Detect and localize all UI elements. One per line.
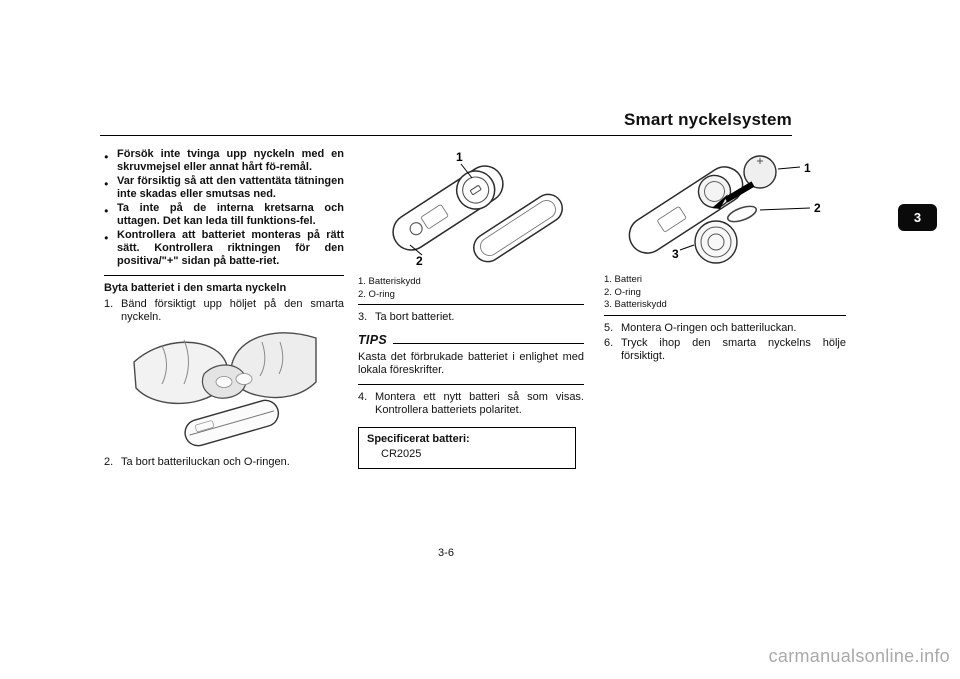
page-title: Smart nyckelsystem <box>623 110 792 129</box>
step-4 <box>358 391 584 417</box>
tips-end-divider <box>358 384 584 385</box>
step-number: 5. <box>604 321 614 334</box>
step-number: 6. <box>604 336 614 349</box>
figure-key-cover-removal <box>360 148 582 270</box>
figure-battery-install <box>608 148 843 268</box>
figure-caption: 1. Batteriskydd <box>358 276 421 287</box>
step-number: 1. <box>104 298 114 310</box>
warnings-column <box>104 148 344 471</box>
caption-divider <box>604 315 846 316</box>
battery-removal-column <box>358 148 584 469</box>
step-text: Ta bort batteriet. <box>375 311 455 323</box>
tips-label: TIPS <box>358 333 387 347</box>
step-text: Tryck ihop den smarta nyckelns hölje försiktigt. <box>621 336 846 362</box>
spec-value: CR2025 <box>381 448 422 460</box>
tips-heading <box>358 334 584 347</box>
warning-text: Var försiktig så att den vattentäta tätningen inte skadas eller smutsas ned. <box>117 175 344 200</box>
step-6 <box>604 337 846 363</box>
page-number: 3-6 <box>438 547 454 559</box>
step-2 <box>104 456 344 469</box>
step-text: Montera O-ringen och batteriluckan. <box>621 321 797 334</box>
figure-captions <box>604 274 846 312</box>
figure-caption: 2. O-ring <box>604 286 641 298</box>
o-ring-shape <box>725 203 757 225</box>
chapter-tab: 3 <box>898 204 937 231</box>
section-divider <box>104 275 344 276</box>
figure-label-2: 2 <box>416 254 423 268</box>
step-text: Bänd försiktigt upp höljet på den smarta nyckeln. <box>121 298 344 323</box>
warning-item <box>104 202 344 228</box>
warning-text: Ta inte på de interna kretsarna och uttagen. Det kan leda till funktions-fel. <box>117 202 344 227</box>
key-fob-shape <box>182 397 281 448</box>
tips-body: Kasta det förbrukade batteriet i enlighet med lokala föreskrifter. <box>358 351 584 376</box>
battery-spec-box <box>358 427 576 469</box>
step-number: 3. <box>358 311 368 323</box>
figure-label-2: 2 <box>813 201 821 215</box>
tips-rule <box>393 343 584 344</box>
header-rule <box>100 135 792 136</box>
step-number: 2. <box>104 456 114 468</box>
step-text: Ta bort batteriluckan och O-ringen. <box>121 456 290 468</box>
warning-text: Kontrollera att batteriet monteras på rätt sätt. Kontrollera riktningen för den positiva/"+" sidan på batte-riet. <box>117 229 344 267</box>
step-number: 4. <box>358 391 368 403</box>
warning-item <box>104 229 344 268</box>
figure-label-1: 1 <box>803 161 811 175</box>
step-1 <box>104 298 344 324</box>
figure-label-3: 3 <box>671 247 679 261</box>
figure-caption: 3. Batteriskydd <box>604 299 667 310</box>
step-text: Montera ett nytt batteri så som visas. Kontrollera batteriets polaritet. <box>375 391 584 416</box>
step-3 <box>358 311 584 324</box>
figure-label-1: 1 <box>456 150 463 164</box>
warning-text: Försök inte tvinga upp nyckeln med en skruvmejsel eller annat hårt fö-remål. <box>117 148 344 173</box>
watermark: carmanualsonline.info <box>768 646 950 666</box>
battery-cover-shape <box>695 221 737 263</box>
figure-caption: 2. O-ring <box>358 288 395 300</box>
warning-list <box>104 148 344 268</box>
spec-title: Specificerat batteri: <box>367 433 470 445</box>
battery-install-column <box>604 148 846 365</box>
figure-hands-opening-key <box>132 332 317 450</box>
step-5 <box>604 322 846 335</box>
figure-caption: 1. Batteri <box>604 274 643 285</box>
figure-captions <box>358 276 584 301</box>
warning-item <box>104 175 344 201</box>
section-heading: Byta batteriet i den smarta nyckeln <box>104 282 287 294</box>
warning-item <box>104 148 344 174</box>
caption-divider <box>358 304 584 305</box>
